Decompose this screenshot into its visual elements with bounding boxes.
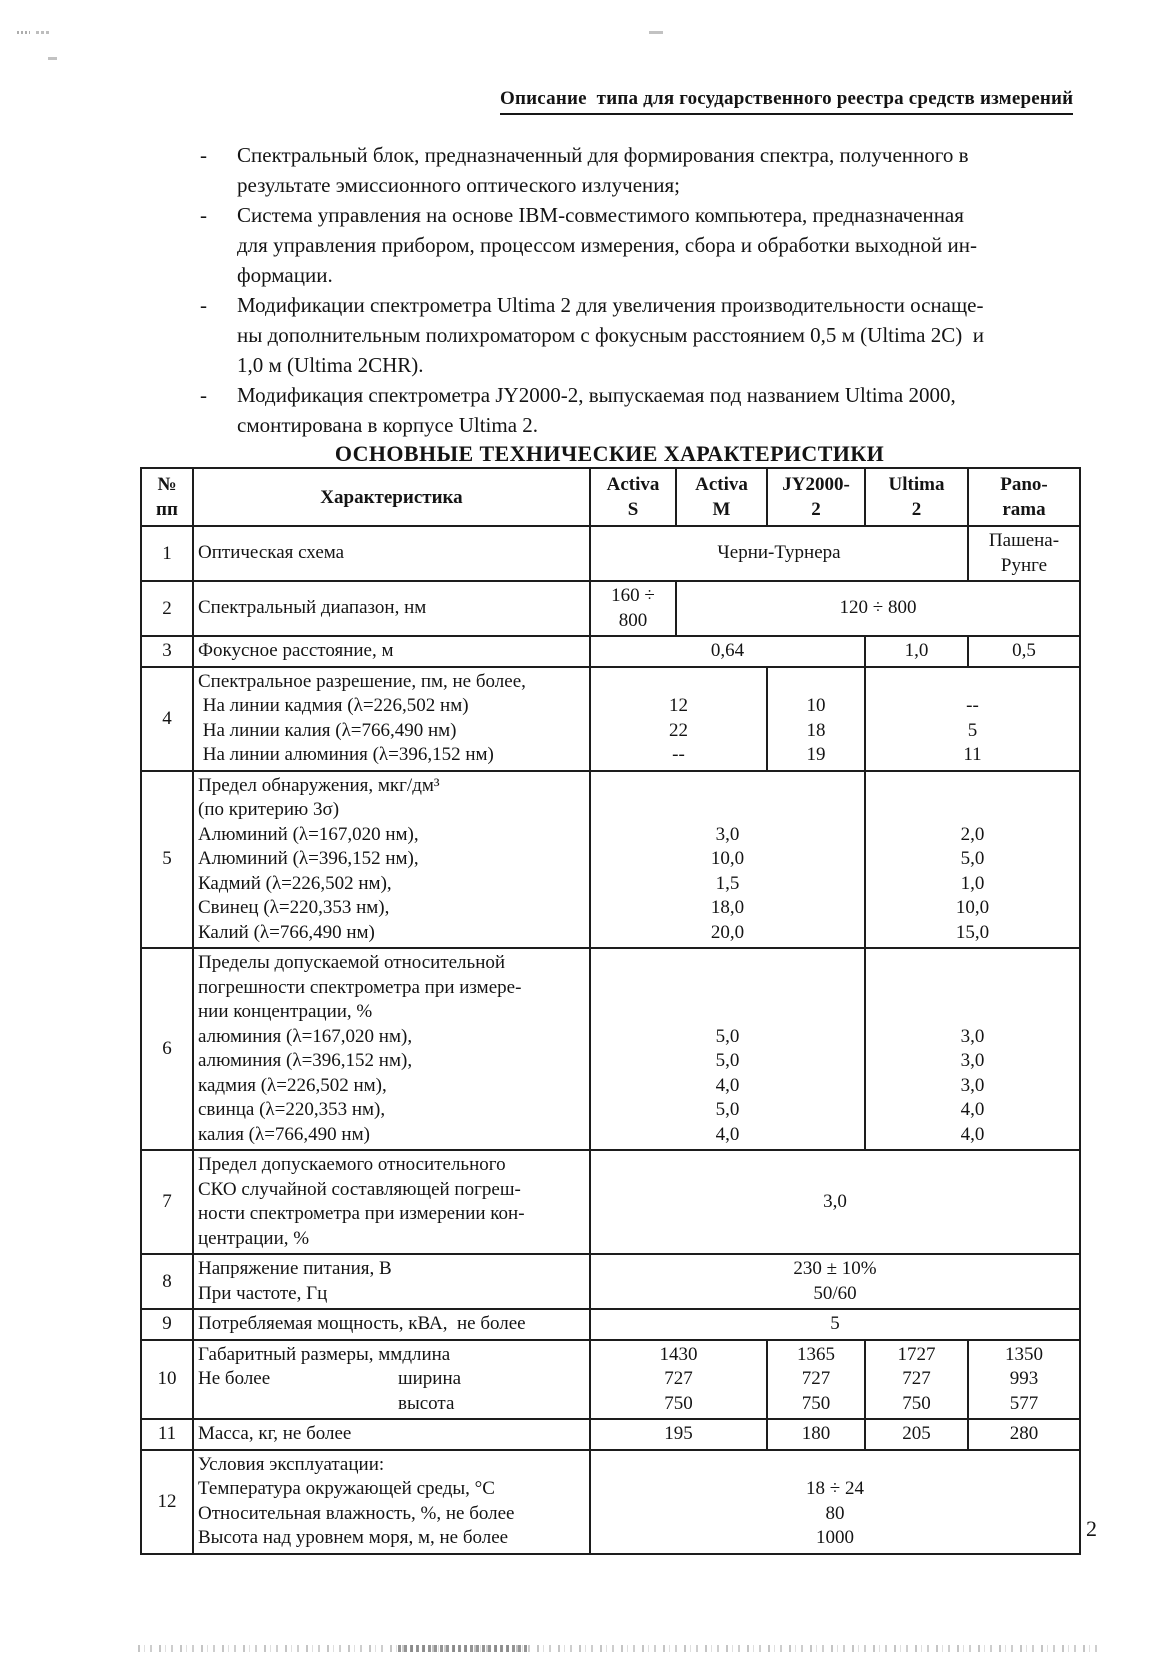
value-cell [865,1419,968,1450]
bullet-marker: - [200,383,207,407]
value-cell [590,771,865,949]
value-cell [767,667,865,771]
value-line: 22 [669,719,688,741]
table-row [141,1340,1080,1420]
value-line: -- [672,744,685,765]
value-cell [590,1150,1080,1254]
value-line: 12 [669,695,688,716]
characteristic-line: Спектральное разрешение, пм, не более, [198,670,526,692]
characteristic-line: Масса, кг, не более [198,1423,352,1444]
row-number-cell: 2 [141,581,193,636]
header-line: JY2000- [782,474,850,495]
bullet-line: Модификация спектрометра JY2000-2, выпускаемая под названием Ultima 2000, [237,383,956,407]
value-line: 3,0 [715,823,740,845]
value-cell [865,948,1080,1150]
scan-artifact [36,31,51,34]
value-line [870,670,1075,695]
characteristic-line: Спектральный диапазон, нм [198,597,427,619]
header-line: rama [1002,499,1046,520]
characteristic-subtext: длина [402,1343,451,1365]
value-line: 120 ÷ 800 [839,597,917,619]
header-line: Ultima [888,474,945,495]
value-line: 5,0 [715,1025,740,1047]
characteristic-cell [193,1419,590,1450]
value-line: 0,5 [1012,640,1036,661]
value-line: 0,64 [710,640,745,661]
value-cell [590,1419,767,1450]
value-line [870,798,1075,823]
characteristic-line: Относительная влажность, %, не более [198,1502,515,1524]
characteristic-line: На линии алюминия (λ=396,152 нм) [198,744,494,765]
value-line: 5,0 [715,1099,740,1120]
value-line [772,670,860,695]
table-header-cell [676,468,767,526]
characteristic-cell [193,1150,590,1254]
bullet-line: смонтирована в корпусе Ultima 2. [237,413,539,437]
page-number: 2 [1086,1516,1097,1541]
value-line: 4,0 [960,1123,985,1145]
value-line: 5 [967,719,978,741]
characteristic-line: Алюминий (λ=167,020 нм), [198,823,419,845]
table-row [141,667,1080,771]
value-line: 10,0 [955,897,990,918]
value-cell [968,526,1080,581]
value-cell [590,1340,767,1420]
value-line: 20,0 [710,921,745,943]
bullet-lines [237,380,1025,440]
value-line: 3,0 [960,1050,985,1071]
value-line: 10,0 [710,848,745,869]
bullet-line: результате эмиссионного оптического излучения; [237,173,680,197]
value-line: Рунге [1000,554,1048,576]
table-row [141,581,1080,636]
characteristic-cell [193,771,590,949]
value-line: 1,0 [904,640,929,661]
value-line: 1365 [797,1343,835,1365]
table-header-cell [590,468,676,526]
value-line: Пашена- [988,530,1060,551]
bullet-item [200,140,1025,200]
value-line: 15,0 [955,921,990,943]
row-number-cell: 3 [141,636,193,667]
characteristics-table [140,467,1081,1555]
table-row [141,1419,1080,1450]
value-line: 2,0 [960,823,985,845]
value-line: 3,0 [823,1190,847,1212]
table-header-cell [968,468,1080,526]
characteristic-text: Габаритный размеры, мм [198,1343,403,1365]
characteristic-subtext: ширина [398,1368,462,1389]
value-line [870,976,1075,1001]
table-header-row [141,468,1080,526]
value-line: 1,5 [715,872,740,894]
value-line: 50/60 [813,1282,857,1304]
table-row [141,1150,1080,1254]
characteristic-line: Фокусное расстояние, м [198,640,394,661]
header-line: 2 [911,499,922,520]
value-cell [590,1309,1080,1340]
row-number-cell: 5 [141,771,193,949]
characteristic-line: Условия эксплуатации: [198,1453,385,1475]
characteristic-line: Потребляемая мощность, кВА, не более [198,1313,526,1334]
scan-noise [138,1645,1100,1652]
characteristic-line: Алюминий (λ=396,152 нм), [198,848,419,869]
value-line [595,1000,860,1025]
header-line: Activa [606,474,660,495]
table-row [141,771,1080,949]
value-cell [590,636,865,667]
table-row [141,636,1080,667]
value-line: 4,0 [715,1074,740,1096]
header-line: Характеристика [320,486,463,508]
characteristic-line: Предел обнаружения, мкг/дм³ [198,774,440,796]
value-line: 230 ± 10% [793,1258,877,1279]
value-cell [968,1419,1080,1450]
header-line: № [157,474,177,495]
value-line [595,951,860,976]
row-number-cell: 8 [141,1254,193,1309]
bullet-line: Система управления на основе IBM-совместимого компьютера, предназначенная [237,203,964,227]
bullet-marker: - [200,203,207,227]
header-line: S [627,499,639,520]
table-header-cell [865,468,968,526]
value-line: 750 [902,1392,931,1414]
characteristic-cell [193,636,590,667]
table-header-cell [141,468,193,526]
characteristic-line: калия (λ=766,490 нм) [198,1123,370,1145]
value-line: 1000 [816,1527,854,1548]
characteristic-cell [193,1340,590,1420]
characteristic-line: погрешности спектрометра при измере- [198,976,522,998]
value-cell [676,581,1080,636]
value-line: 19 [806,744,826,765]
bullet-lines [237,200,1025,290]
value-cell [590,948,865,1150]
value-line: 577 [1009,1392,1039,1414]
value-line [595,670,762,695]
table-title: ОСНОВНЫЕ ТЕХНИЧЕСКИЕ ХАРАКТЕРИСТИКИ [334,441,885,466]
table-row [141,526,1080,581]
value-line: 18 [806,719,826,741]
value-line: 727 [664,1368,693,1389]
value-line [870,1000,1075,1025]
bullet-line: 1,0 м (Ultima 2CHR). [237,353,424,377]
value-line: 727 [801,1368,831,1389]
row-number-cell: 1 [141,526,193,581]
row-number-cell: 6 [141,948,193,1150]
value-line: 4,0 [960,1099,985,1120]
value-line: 160 ÷ [611,585,655,606]
value-line: 205 [902,1423,931,1444]
header-line: Activa [695,474,748,495]
characteristic-line [198,1343,585,1368]
value-line: 1350 [1005,1343,1043,1365]
characteristic-cell [193,581,590,636]
value-line: 727 [902,1368,931,1389]
value-line: 11 [963,744,982,765]
row-number-cell: 12 [141,1450,193,1554]
value-line [595,798,860,823]
table-row [141,948,1080,1150]
bullet-list [200,140,1025,440]
bullet-line: ны дополнительным полихроматором с фокусным расстоянием 0,5 м (Ultima 2C) и [237,323,984,347]
bullet-line: Спектральный блок, предназначенный для формирования спектра, полученного в [237,143,969,167]
scan-artifact [48,57,57,60]
characteristic-cell [193,948,590,1150]
value-line: 750 [664,1392,693,1414]
value-line: 1430 [659,1343,698,1365]
characteristic-line: ности спектрометра при измерении кон- [198,1203,525,1224]
characteristic-text: Не более [198,1368,271,1389]
row-number-cell: 10 [141,1340,193,1420]
bullet-marker: - [200,293,207,317]
value-line: 180 [801,1423,831,1444]
characteristic-line: кадмия (λ=226,502 нм), [198,1074,387,1096]
characteristic-line: На линии кадмия (λ=226,502 нм) [198,695,469,716]
characteristic-cell [193,1450,590,1554]
header-line: пп [156,499,178,520]
bullet-item [200,380,1025,440]
value-cell [865,636,968,667]
characteristic-cell [193,1309,590,1340]
row-number-cell: 4 [141,667,193,771]
bullet-marker: - [200,143,207,167]
bullet-line: Модификации спектрометра Ultima 2 для увеличения производительности оснаще- [237,293,984,317]
characteristic-line: Предел допускаемого относительного [198,1154,506,1175]
value-line: 195 [664,1423,693,1444]
value-cell [865,1340,968,1420]
value-line: 18 ÷ 24 [806,1478,864,1499]
characteristic-line: Свинец (λ=220,353 нм), [198,897,390,918]
value-line [870,951,1075,976]
value-cell [865,771,1080,949]
characteristic-line: Оптическая схема [198,542,345,564]
value-line: 3,0 [960,1025,985,1047]
characteristic-line: На линии калия (λ=766,490 нм) [198,719,457,741]
value-line: 5,0 [715,1050,740,1071]
table-body [141,526,1080,1554]
characteristic-line: (по критерию 3σ) [198,799,340,820]
row-number-cell: 11 [141,1419,193,1450]
characteristic-line [198,1367,585,1392]
value-line: 1,0 [960,872,985,894]
characteristic-cell [193,1254,590,1309]
characteristic-line: Температура окружающей среды, °С [198,1478,495,1499]
value-line: -- [966,695,979,716]
header-line: 2 [811,499,821,520]
bullet-lines [237,140,1025,200]
value-cell [590,667,767,771]
value-line: 280 [1009,1423,1039,1444]
characteristic-line: Напряжение питания, В [198,1258,392,1279]
table-row [141,1450,1080,1554]
bullet-line: формации. [237,263,333,287]
value-line [595,774,860,799]
value-line: 10 [806,695,826,716]
characteristic-cell [193,667,590,771]
value-line [870,774,1075,799]
value-cell [590,1254,1080,1309]
value-line: 993 [1009,1368,1039,1389]
value-line: 4,0 [715,1123,740,1145]
scan-artifact [649,31,663,34]
value-line: 800 [618,609,648,631]
table-row [141,1309,1080,1340]
value-cell [968,636,1080,667]
value-cell [590,581,676,636]
characteristic-line: центрации, % [198,1227,310,1249]
scan-artifact [17,31,30,34]
characteristic-line: Пределы допускаемой относительной [198,952,506,973]
characteristic-subtext: высота [398,1392,455,1414]
characteristic-text [198,1392,398,1417]
value-line: Черни-Турнера [717,542,841,564]
value-cell [865,667,1080,771]
table-header-cell [193,468,590,526]
characteristic-line: Кадмий (λ=226,502 нм), [198,872,392,894]
value-cell [590,526,968,581]
header-line: M [712,499,731,520]
characteristic-line: алюминия (λ=396,152 нм), [198,1050,413,1071]
characteristic-line: Калий (λ=766,490 нм) [198,921,375,943]
characteristic-line: нии концентрации, % [198,1001,373,1022]
value-line: 5 [830,1313,840,1334]
value-line: 750 [801,1392,831,1414]
characteristic-line: Высота над уровнем моря, м, не более [198,1527,509,1548]
value-cell [590,1450,1080,1554]
row-number-cell: 9 [141,1309,193,1340]
doc-header: Описание типа для государственного реестра средств измерений [500,88,1073,115]
bullet-item [200,200,1025,290]
value-line: 1727 [897,1343,936,1365]
value-cell [968,1340,1080,1420]
value-line: 5,0 [960,848,985,869]
characteristic-line: алюминия (λ=167,020 нм), [198,1025,413,1047]
characteristic-line: свинца (λ=220,353 нм), [198,1099,386,1120]
value-cell [767,1340,865,1420]
characteristic-line: СКО случайной составляющей погреш- [198,1178,521,1200]
table-header-cell [767,468,865,526]
table-row [141,1254,1080,1309]
value-line [595,976,860,1001]
characteristic-cell [193,526,590,581]
bullet-line: для управления прибором, процессом измерения, сбора и обработки выходной ин- [237,233,978,257]
value-line: 3,0 [960,1074,985,1096]
bullet-item [200,290,1025,380]
characteristic-line: При частоте, Гц [198,1282,328,1304]
value-line: 80 [825,1502,845,1524]
value-cell [767,1419,865,1450]
header-line: Pano- [1000,474,1048,495]
value-line: 18,0 [710,897,745,918]
bullet-lines [237,290,1025,380]
row-number-cell: 7 [141,1150,193,1254]
characteristic-line [198,1392,585,1417]
value-line [595,1453,1075,1478]
